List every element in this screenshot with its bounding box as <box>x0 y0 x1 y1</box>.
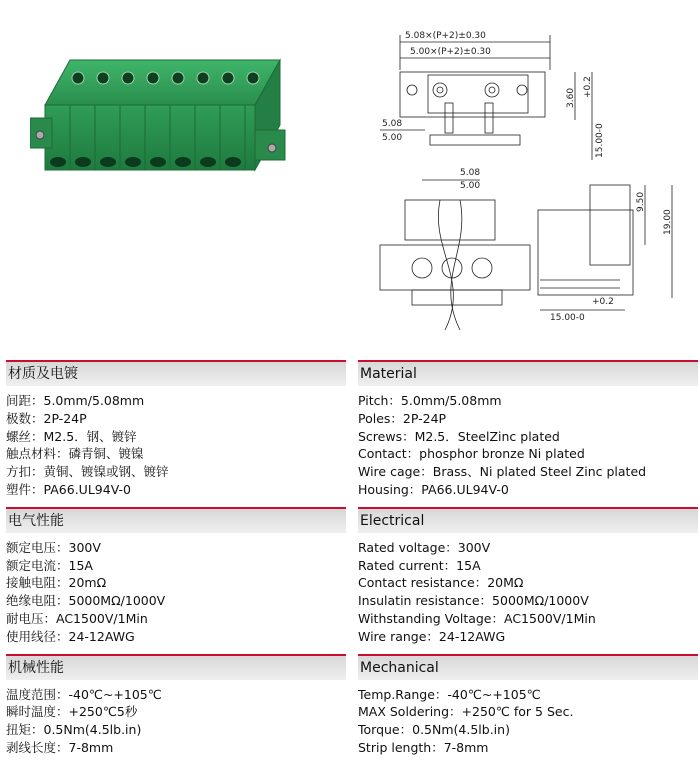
connector-photo <box>30 40 300 200</box>
spec-row: 温度范围：-40℃~+105℃ <box>6 686 162 702</box>
dim-height-360: 3.60 <box>566 87 576 108</box>
spec-row: Withstanding Voltage：AC1500V/1Min <box>358 610 596 626</box>
spec-row: 瞬时温度：+250℃5秒 <box>6 704 138 720</box>
spec-row: Pitch：5.0mm/5.08mm <box>358 393 502 408</box>
spec-row: Wire cage：Brass、Ni plated Steel Zinc plated <box>358 464 647 480</box>
spec-row: Housing：PA66.UL94V-0 <box>358 481 509 497</box>
spec-row: 方扣：黄铜、镀镍或钢、镀锌 <box>6 464 169 480</box>
dim-tol-02: +0.2 <box>583 76 593 98</box>
spec-row: 额定电压：300V <box>6 539 101 555</box>
spec-row: 耐电压：AC1500V/1Min <box>6 610 148 626</box>
spec-row: 剥线长度：7-8mm <box>6 739 114 755</box>
spec-row: Poles：2P-24P <box>358 410 447 426</box>
spec-row: Wire range：24-12AWG <box>358 628 506 644</box>
dim-pitch-500: 5.00 <box>382 133 403 143</box>
spec-row: 接触电阻：20mΩ <box>6 575 107 591</box>
spec-row: 绝缘电阻：5000MΩ/1000V <box>6 593 166 609</box>
dim-side-1900: 19.00 <box>663 209 673 235</box>
dim-lower-pitch-508: 5.08 <box>460 168 481 178</box>
spec-column-english <box>358 360 698 757</box>
dim-top-outer: 5.08×(P+2)±0.30 <box>405 31 486 41</box>
dim-side-950: 9.50 <box>636 191 646 212</box>
section-title-electrical-en: Electrical <box>358 507 698 533</box>
spec-row: 塑件：PA66.UL94V-0 <box>6 481 131 497</box>
spec-row: Contact：phosphor bronze Ni plated <box>358 446 585 462</box>
spec-row: Contact resistance：20MΩ <box>358 575 524 591</box>
spec-row: 极数：2P-24P <box>6 410 87 426</box>
spec-row: 额定电流：15A <box>6 557 93 573</box>
spec-row: Screws：M2.5．SteelZinc plated <box>358 428 560 444</box>
spec-row: Insulatin resistance：5000MΩ/1000V <box>358 593 589 609</box>
dim-pitch-508: 5.08 <box>382 119 403 129</box>
spec-row: Torque：0.5Nm(4.5lb.in) <box>358 722 510 738</box>
section-title-mechanical-cn: 机械性能 <box>6 654 346 680</box>
spec-column-chinese <box>6 360 346 757</box>
spec-row: 使用线径：24-12AWG <box>6 628 135 644</box>
dim-height-1500: 15.00-0 <box>595 123 605 158</box>
section-title-material-cn: 材质及电镀 <box>6 360 346 386</box>
spec-row: MAX Soldering：+250℃ for 5 Sec. <box>358 704 574 720</box>
dim-side-1500: 15.00-0 <box>550 313 585 323</box>
spec-row: 间距：5.0mm/5.08mm <box>6 393 145 408</box>
spec-row: 扭矩：0.5Nm(4.5lb.in) <box>6 722 142 738</box>
spec-row: 触点材料：磷青铜、镀镍 <box>6 446 144 462</box>
product-figure <box>0 0 700 355</box>
dimension-drawing <box>360 20 690 340</box>
section-title-electrical-cn: 电气性能 <box>6 507 346 533</box>
section-title-mechanical-en: Mechanical <box>358 654 698 680</box>
spec-row: Strip length：7-8mm <box>358 739 489 755</box>
spec-row: Temp.Range：-40℃~+105℃ <box>358 686 541 702</box>
spec-row: 螺丝：M2.5．钢、镀锌 <box>6 428 137 444</box>
spec-row: Rated current：15A <box>358 557 481 573</box>
spec-row: Rated voltage：300V <box>358 539 491 555</box>
section-title-material-en: Material <box>358 360 698 386</box>
dim-top-inner: 5.00×(P+2)±0.30 <box>410 47 491 57</box>
dim-lower-pitch-500: 5.00 <box>460 181 481 191</box>
dim-side-tol: +0.2 <box>592 297 614 307</box>
